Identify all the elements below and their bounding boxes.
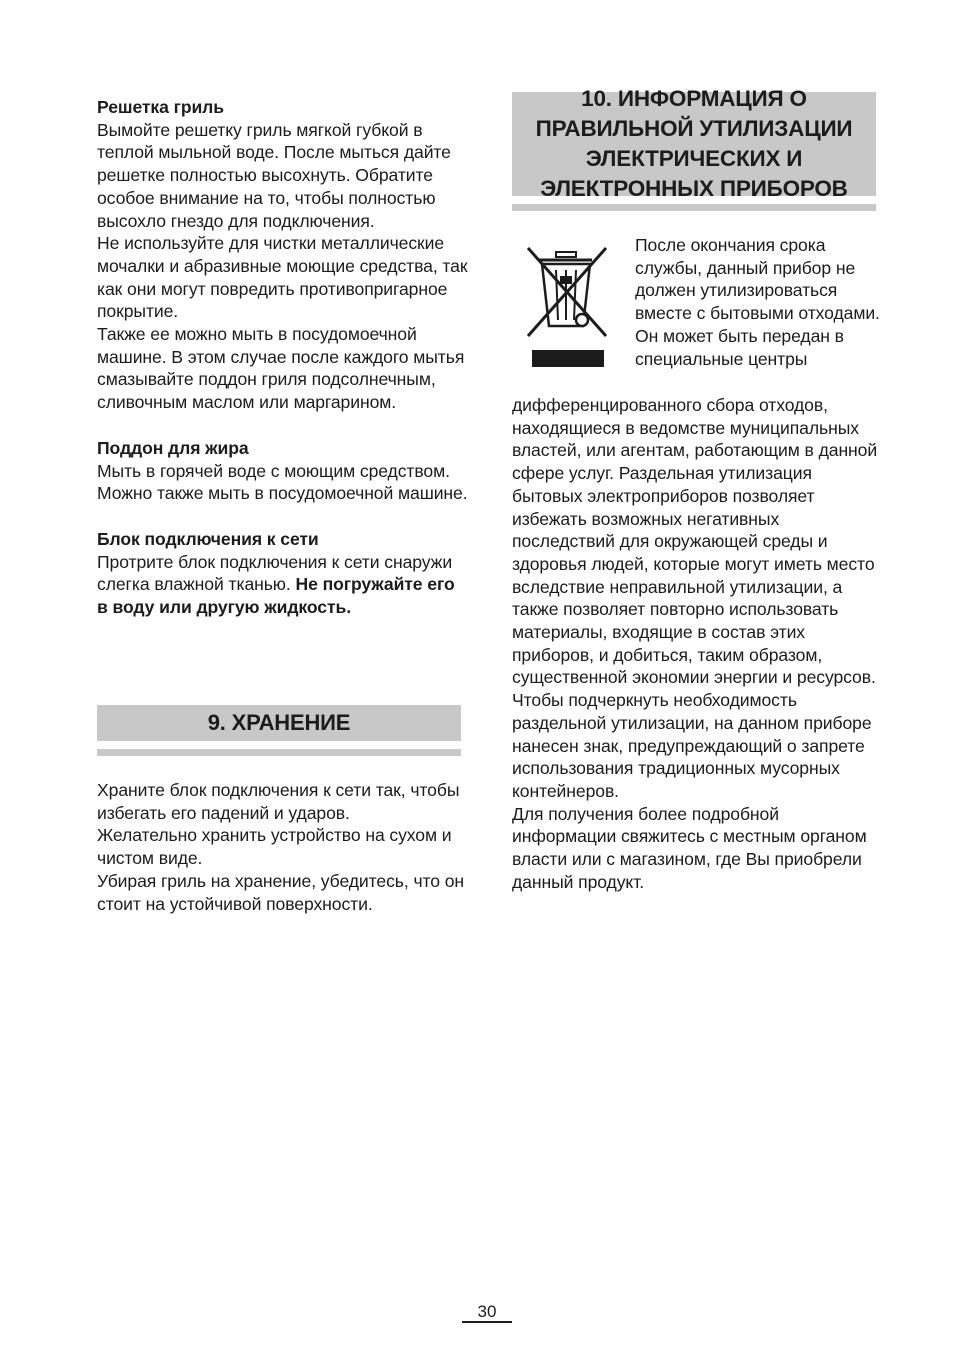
power-unit-text: Протрите блок подключения к сети снаружи слегка влажной тканью. xyxy=(97,551,453,595)
page-number: 30 xyxy=(477,1302,497,1321)
grill-grate-heading: Решетка гриль xyxy=(97,97,224,117)
power-unit-heading: Блок подключения к сети xyxy=(97,528,319,549)
recycling-paragraph-3: Для получения более подробной информации свяжитесь с местным органом власти или с магазином, где Вы приобрели данный продукт. xyxy=(512,803,867,892)
grill-grate-paragraph-2: Не используйте для чистки металлические мочалки и абразивные моющие средства, так как они могут повредить противопригарное покрытие. xyxy=(97,233,468,322)
grill-grate-paragraph-3: Также ее можно мыть в посудомоечной машине. В этом случае после каждого мытья смазывайте поддон гриля подсолнечным, сливочным маслом или маргарином. xyxy=(97,324,465,413)
section-10-title: 10. ИНФОРМАЦИЯ О ПРАВИЛЬНОЙ УТИЛИЗАЦИИ ЭЛЕКТРИЧЕСКИХ И ЭЛЕКТРОННЫХ ПРИБОРОВ xyxy=(535,86,853,201)
drip-tray-paragraph: Мыть в горячей воде с моющим средством. Можно также мыть в посудомоечной машине. xyxy=(97,460,468,504)
power-unit-warning: Не погружайте его в воду или другую жидкость. xyxy=(97,574,455,618)
section-9-heading-bar xyxy=(97,705,461,741)
drip-tray-heading: Поддон для жира xyxy=(97,437,249,458)
left-column xyxy=(97,96,469,619)
power-unit-paragraph xyxy=(97,551,469,619)
recycling-paragraph-1: дифференцированного сбора отходов, находящиеся в ведомстве муниципальных властей, или агентам, работающим в данной сфере услуг. Раздельная утилизация бытовых электроприборов позволяет избежать возможных негативных последствий для окружающей среды и здоровья людей, которые могут иметь место вследствие неправильной утилизации, а также позволяет повторно использовать материалы, входящие в состав этих приборов, и добиться, таким образом, существенной экономии энергии и ресурсов. xyxy=(512,395,878,688)
section-10-heading-bar xyxy=(512,86,876,201)
storage-paragraph-2: Желательно хранить устройство на сухом и чистом виде. xyxy=(97,825,452,869)
storage-paragraph-3: Убирая гриль на хранение, убедитесь, что он стоит на устойчивой поверхности. xyxy=(97,870,465,914)
grill-grate-paragraph-1: Вымойте решетку гриль мягкой губкой в теплой мыльной воде. После мыться дайте решетке полностью высохнуть. Обратите особое внимание на то, чтобы полностью высохло гнездо для подключения. xyxy=(97,119,451,231)
section-10-underline xyxy=(512,204,876,211)
page-number-underline xyxy=(462,1321,512,1323)
recycling-intro-text: После окончания срока службы, данный прибор не должен утилизироваться вместе с бытовыми отходами. Он может быть передан в специальные центры xyxy=(635,235,880,369)
storage-text xyxy=(97,779,469,915)
storage-paragraph-1: Храните блок подключения к сети так, чтобы избегать его падений и ударов. xyxy=(97,780,460,823)
section-9-underline xyxy=(97,749,461,756)
recycling-text xyxy=(512,394,884,893)
section-9-title: 9. ХРАНЕНИЕ xyxy=(207,710,351,735)
recycling-paragraph-2: Чтобы подчеркнуть необходимость раздельной утилизации, на данном приборе нанесен знак, предупреждающий о запрете использования традиционных мусорных контейнеров. xyxy=(512,690,872,801)
crossed-out-wheelie-bin-icon xyxy=(520,240,612,370)
